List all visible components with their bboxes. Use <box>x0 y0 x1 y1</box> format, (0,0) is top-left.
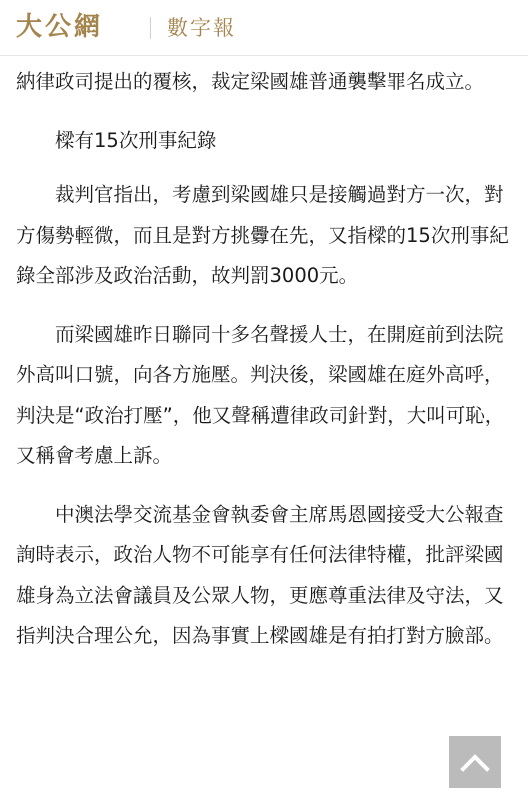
site-header <box>0 0 528 56</box>
paragraph: 中澳法學交流基金會執委會主席馬恩國接受大公報查詢時表示，政治人物不可能享有任何法律特權，批評梁國雄身為立法會議員及公眾人物，更應尊重法律及守法，又指判決合理公允，因為事實上樑國雄是有拍打對方臉部。 <box>16 502 504 647</box>
header-divider <box>150 17 151 39</box>
subheading: 樑有15次刑事紀錄 <box>55 128 217 152</box>
article-body <box>16 62 516 675</box>
back-to-top-button[interactable] <box>449 736 501 788</box>
paragraph: 裁判官指出，考慮到梁國雄只是接觸過對方一次，對方傷勢輕微，而且是對方挑釁在先，又指樑的15次刑事紀錄全部涉及政治活動，故判罰3000元。 <box>16 183 509 287</box>
paragraph: 而梁國雄昨日聯同十多名聲援人士，在開庭前到法院外高叫口號，向各方施壓。判決後，梁國雄在庭外高呼，判決是“政治打壓”，他又聲稱遭律政司針對，大叫可恥，又稱會考慮上訴。 <box>16 322 505 467</box>
chevron-up-icon <box>460 752 490 772</box>
paragraph-continuation: 納律政司提出的覆核，裁定梁國雄普通襲擊罪名成立。 <box>16 70 485 93</box>
site-logo[interactable]: 大公網 <box>16 12 104 42</box>
section-label[interactable]: 數字報 <box>167 16 236 40</box>
